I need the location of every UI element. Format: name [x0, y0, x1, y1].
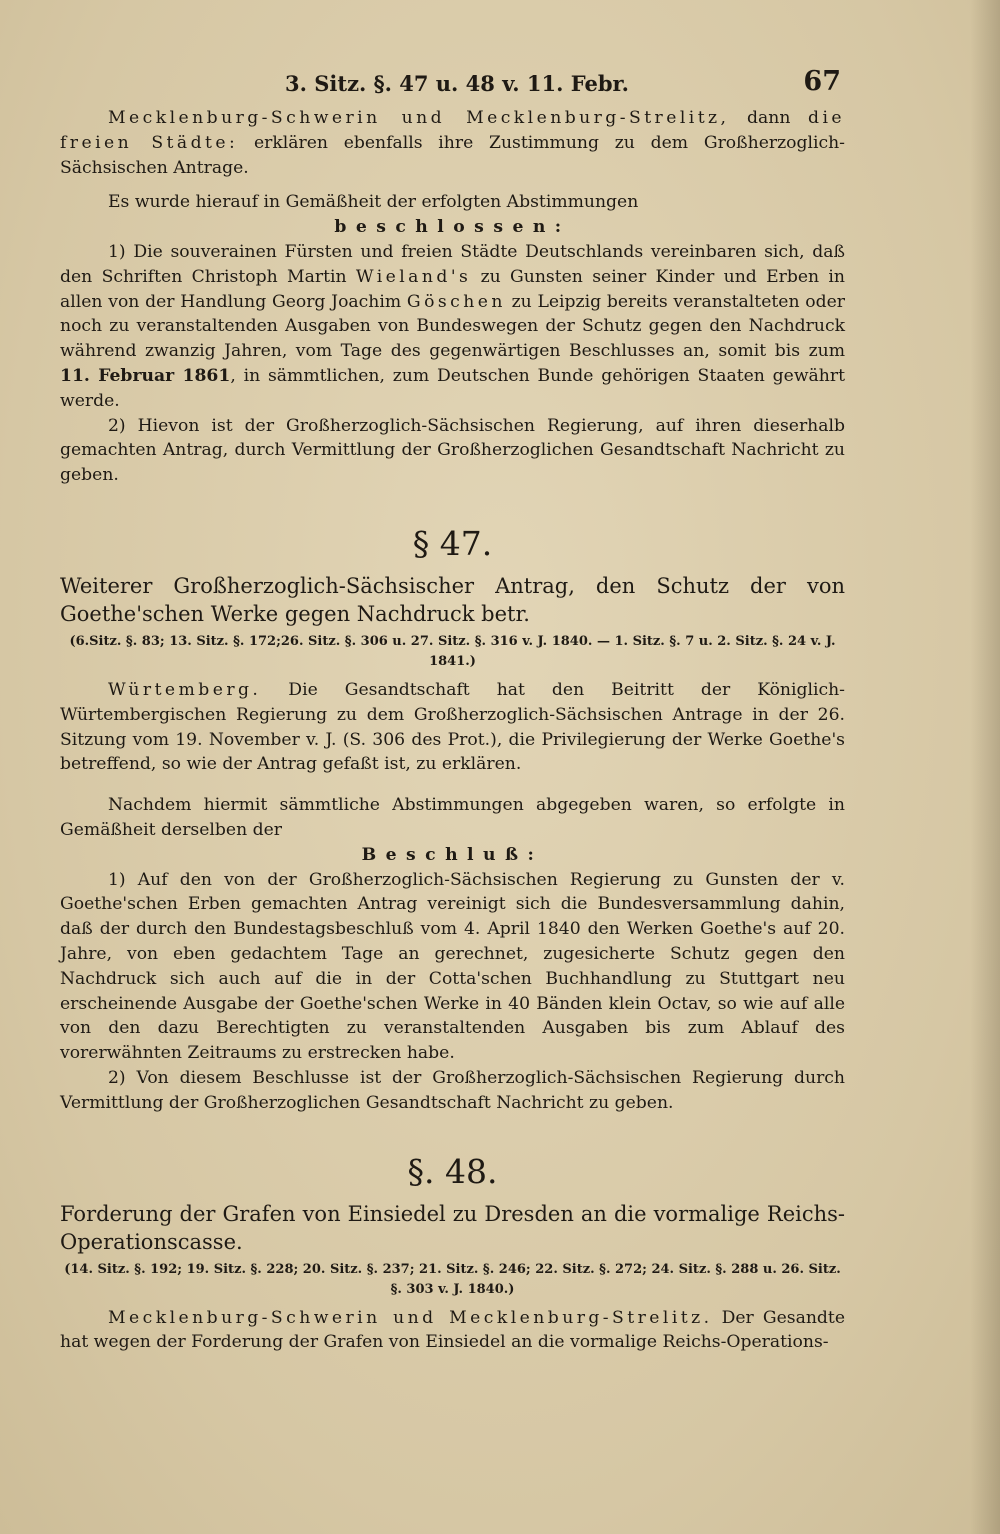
page-content — [60, 66, 845, 1355]
page-edge-shadow — [970, 0, 1000, 1534]
resolution-item-1: 1) Die souverainen Fürsten und freien Städte Deutschlands vereinbaren sich, daß den Schriften Christoph Martin Wieland's zu Gunsten seiner Kinder und Erben in allen von der Handlung Georg Joachim Göschen zu Leipzig bereits veranstalteten oder noch zu veranstaltenden Ausgaben von Bundeswegen der Schutz gegen den Nachdruck während zwanzig Jahren, vom Tage des gegenwärtigen Beschlusses an, somit bis zum 11. Februar 1861, in sämmtlichen, zum Deutschen Bunde gehörigen Staaten gewährt werde. — [60, 241, 846, 411]
beschluss-heading: Beschluß: — [361, 844, 544, 865]
paragraph-resolution-intro: Es wurde hierauf in Gemäßheit der erfolgten Abstimmungen — [108, 192, 639, 213]
section-48-title: Forderung der Grafen von Einsiedel zu Dresden an die vormalige Reichs-Operationscasse. — [60, 1201, 845, 1254]
states-lead: Mecklenburg-Schwerin und Mecklenburg-Strelitz, — [108, 108, 730, 128]
running-header: 3. Sitz. §. 47 u. 48 v. 11. Febr. — [285, 71, 629, 96]
section-47-title: Weiterer Großherzoglich-Sächsischer Antrag, den Schutz der von Goethe'schen Werke gegen Nachdruck betr. — [60, 573, 845, 626]
section-47-item-1: 1) Auf den von der Großherzoglich-Sächsischen Regierung zu Gunsten der v. Goethe'schen Erben gemachten Antrag vereinigt sich die Bundesversammlung dahin, daß der durch den Bundestagsbeschluß vom 4. April 1840 den Werken Goethe's auf 20. Jahre, von eben gedachtem Tage an gerechnet, zugesicherte Schutz gegen den Nachdruck sich auch auf die in der Cotta'schen Buchhandlung zu Stuttgart neu erscheinende Ausgabe der Goethe'schen Werke in 40 Bänden klein Octav, so wie auf alle von den dazu Berechtigten zu veranstaltenden Ausgaben bis zum Ablauf des vorerwähnten Zeitraums zu erstrecken habe. — [60, 869, 845, 1064]
section-47-number: § 47. — [412, 523, 493, 563]
mecklenburg-lead: Mecklenburg-Schwerin und Mecklenburg-Strelitz. — [108, 1307, 713, 1328]
paragraph-states-agree: Mecklenburg-Schwerin und Mecklenburg-Strelitz, dann die freien Städte: erklären ebenfalls ihre Zustimmung zu dem Großherzoglich-Sächsischen Antrage. — [60, 108, 845, 178]
section-48-mecklenburg: Mecklenburg-Schwerin und Mecklenburg-Strelitz. Der Gesandte hat wegen der Forderung der Grafen von Einsiedel an die vormalige Reichs-Operations- — [60, 1307, 845, 1353]
section-47-wuertemberg: Würtemberg. Die Gesandtschaft hat den Beitritt der Königlich-Würtembergischen Regierung zu dem Großherzoglich-Sächsischen Antrage in der 26. Sitzung vom 19. November v. J. (S. 306 des Prot.), die Privilegierung der Werke Goethe's betreffend, so wie der Antrag gefaßt ist, zu erklären. — [60, 679, 845, 775]
beschlossen-heading: beschlossen: — [334, 217, 571, 238]
resolution-item-2: 2) Hievon ist der Großherzoglich-Sächsischen Regierung, auf ihren dieserhalb gemachten Antrag, durch Vermittlung der Großherzoglichen Gesandtschaft Nachricht zu geben. — [60, 415, 845, 486]
wuertemberg-lead: Würtemberg. — [108, 679, 262, 700]
section-48-number: §. 48. — [407, 1151, 498, 1191]
free-cities-lead: die freien Städte: — [60, 108, 845, 153]
section-47-votes: Nachdem hiermit sämmtliche Abstimmungen abgegeben waren, so erfolgte in Gemäßheit derselben der — [60, 795, 845, 840]
section-47-item-2: 2) Von diesem Beschlusse ist der Großherzoglich-Sächsischen Regierung durch Vermittlung der Großherzoglichen Gesandtschaft Nachricht zu geben. — [60, 1067, 845, 1113]
section-48-references: (14. Sitz. §. 192; 19. Sitz. §. 228; 20. Sitz. §. 237; 21. Sitz. §. 246; 22. Sitz. §. 272; 24. Sitz. §. 288 u. 26. Sitz. §. 303 v. J. 1840.) — [64, 1261, 841, 1297]
section-47-references: (6.Sitz. §. 83; 13. Sitz. §. 172;26. Sitz. §. 306 u. 27. Sitz. §. 316 v. J. 1840. — 1. Sitz. §. 7 u. 2. Sitz. §. 24 v. J. 1841.) — [69, 633, 836, 669]
page-number: 67 — [803, 66, 841, 97]
page-header — [60, 66, 845, 106]
